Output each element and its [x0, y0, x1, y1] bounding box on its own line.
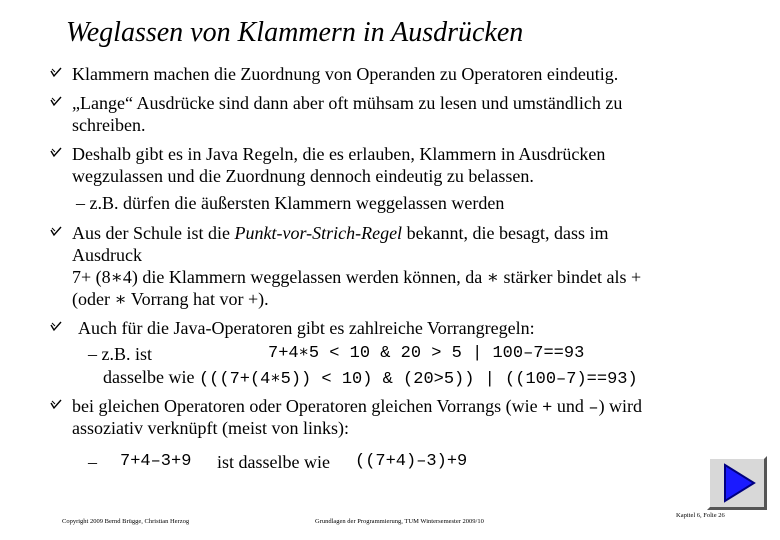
text-segment: bei gleichen Operatoren oder Operatoren gleichen Vorrangs (wie [72, 396, 543, 416]
text-segment: bekannt, die besagt, dass im [402, 223, 609, 243]
bullet-text: wegzulassen und die Zuordnung dennoch eindeutig zu belassen. [72, 166, 534, 186]
example-code: 7+4–3+9 [120, 452, 192, 471]
bullet-text: assoziativ verknüpft (meist von links): [72, 418, 349, 438]
sub-dash: – [88, 452, 97, 472]
bullet-text: Ausdruck [72, 245, 142, 265]
footer-slide-number: Kapitel 6, Folie 26 [676, 512, 725, 519]
bullet-text: schreiben. [72, 115, 146, 135]
text-segment: und [552, 396, 589, 416]
example-text: ist dasselbe wie [217, 452, 330, 472]
bullet-text: „Lange“ Ausdrücke sind dann aber oft mühsam zu lesen und umständlich zu [72, 93, 623, 113]
bullet-icon [50, 91, 62, 115]
footer-copyright: Copyright 2009 Bernd Brügge, Christian Herzog [62, 518, 190, 525]
operator-minus: – [588, 399, 599, 418]
bullet-text: Auch für die Java-Operatoren gibt es zahlreiche Vorrangregeln: [78, 318, 535, 338]
bullet-text [72, 221, 609, 245]
operator-plus: + [542, 399, 553, 418]
footer-course: Grundlagen der Programmierung, TUM Wintersemester 2009/10 [315, 518, 484, 525]
text-segment: ) wird [598, 396, 643, 416]
example-code: (((7+(4∗5)) < 10) & (20>5)) | ((100–7)==93) [198, 370, 638, 389]
rule-name: Punkt-vor-Strich-Regel [234, 223, 403, 243]
text-segment: Aus der Schule ist die [72, 223, 235, 243]
next-slide-button[interactable] [707, 456, 767, 510]
bullet-text: (oder ∗ Vorrang hat vor +). [72, 289, 269, 309]
example-code: 7+4∗5 < 10 & 20 > 5 | 100–7==93 [268, 344, 585, 363]
page-title: Weglassen von Klammern in Ausdrücken [66, 17, 524, 48]
bullet-icon [50, 394, 62, 418]
example-same-as [103, 365, 638, 392]
example-code: ((7+4)–3)+9 [355, 452, 468, 471]
bullet-icon [50, 62, 62, 86]
text-segment: dasselbe wie [103, 367, 195, 387]
bullet-text: Klammern machen die Zuordnung von Operanden zu Operatoren eindeutig. [72, 64, 619, 84]
example-prefix: – z.B. ist [88, 344, 153, 364]
bullet-icon [50, 142, 62, 166]
bullet-icon [50, 221, 62, 245]
bullet-text: Deshalb gibt es in Java Regeln, die es erlauben, Klammern in Ausdrücken [72, 144, 606, 164]
sub-bullet-text: – z.B. dürfen die äußersten Klammern weggelassen werden [76, 193, 505, 213]
bullet-text: 7+ (8∗4) die Klammern weggelassen werden können, da ∗ stärker bindet als + [72, 267, 642, 287]
bullet-icon [50, 316, 62, 340]
